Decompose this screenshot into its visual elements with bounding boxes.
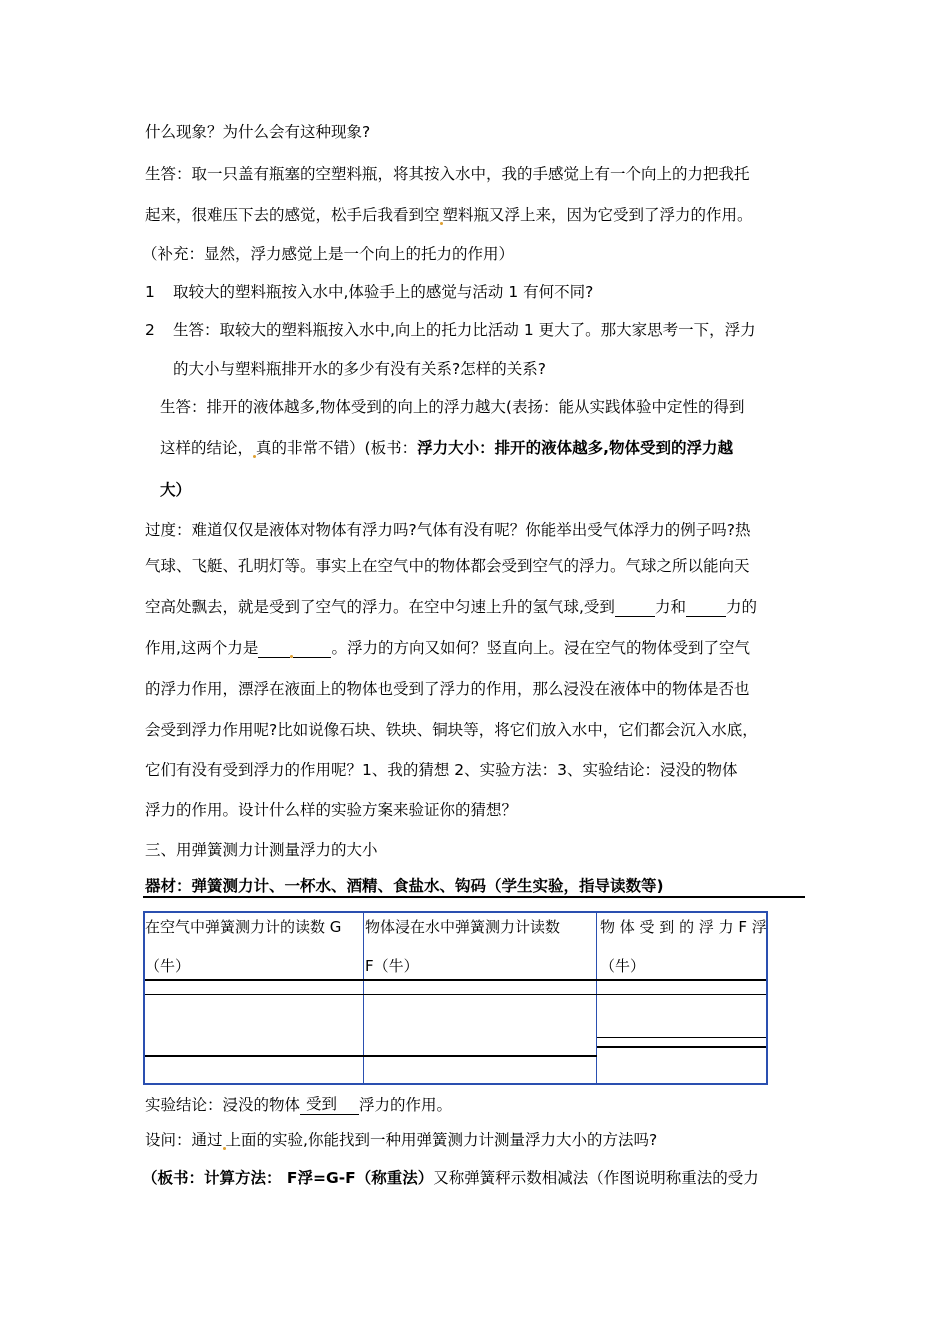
- text-fragment: 真的非常不错）(板书：: [256, 439, 418, 457]
- filled-answer: 受到: [306, 1095, 338, 1113]
- table-row-rule: [145, 994, 364, 995]
- text-line: [145, 205, 753, 225]
- blank-underline: [686, 599, 726, 617]
- blank-underline: [258, 640, 290, 658]
- table-header-cell: [365, 917, 595, 976]
- text-line: 浮力的作用。设计什么样的实验方案来验证你的猜想？: [145, 801, 518, 819]
- table-column-divider: [596, 913, 597, 1083]
- text-fragment: 设问：通过: [145, 1131, 223, 1149]
- text-line: [145, 597, 757, 617]
- header-text: 物体浸在水中弹簧测力计读数: [365, 918, 561, 936]
- text-fragment: 。浮力的方向又如何？竖直向上。浸在空气的物体受到了空气: [331, 639, 750, 657]
- text-line: [145, 638, 750, 658]
- table-row-rule: [364, 994, 597, 995]
- header-text: 物 体 受 到 的 浮 力 F 浮: [600, 918, 767, 936]
- text-fragment: 起来，很难压下去的感觉，松手后我看到空: [145, 206, 440, 224]
- materials-line: 器材：弹簧测力计、一杯水、酒精、食盐水、钩码（学生实验，指导读数等): [145, 877, 664, 895]
- text-line: 生答：取一只盖有瓶塞的空塑料瓶，将其按入水中，我的手感觉上有一个向上的力把我托: [145, 165, 750, 183]
- table-row-rule: [145, 979, 766, 981]
- text-line: [145, 1094, 452, 1115]
- text-line: [145, 1130, 657, 1150]
- text-fragment: 又称弹簧秤示数相减法（作图说明称重法的受力: [433, 1169, 759, 1187]
- text-fragment: 力的: [725, 598, 757, 616]
- text-line: 生答：排开的液体越多,物体受到的向上的浮力越大(表扬：能从实践体验中定性的得到: [160, 398, 745, 416]
- text-line: [160, 438, 733, 458]
- header-text: 在空气中弹簧测力计的读数 G: [145, 918, 342, 936]
- text-line: （补充：显然，浮力感觉上是一个向上的托力的作用）: [142, 245, 515, 263]
- table-row-rule: [597, 994, 766, 995]
- blackboard-note: （板书：计算方法： F浮=G-F（称重法）: [142, 1169, 434, 1187]
- blackboard-note: 浮力大小：排开的液体越多,物体受到的浮力越: [417, 439, 733, 457]
- text-fragment: 生答：取较大的塑料瓶按入水中,向上的托力比活动 1 更大了。那大家思考一下，浮力: [173, 321, 756, 339]
- table-header-cell: [145, 917, 362, 976]
- blank-underline: [615, 599, 655, 617]
- blank-underline: [337, 1097, 359, 1115]
- text-fragment: 力和: [654, 598, 686, 616]
- text-fragment: 浮力的作用。: [359, 1096, 453, 1114]
- list-number: 1: [145, 283, 155, 301]
- section-heading: 三、用弹簧测力计测量浮力的大小: [145, 841, 378, 859]
- table-row-rule: [145, 1055, 597, 1057]
- data-table: [143, 911, 768, 1085]
- text-line: [145, 282, 593, 302]
- text-line: 过度：难道仅仅是液体对物体有浮力吗?气体有没有呢？你能举出受气体浮力的例子吗?热: [145, 521, 751, 539]
- text-line: 什么现象？为什么会有这种现象?: [145, 123, 371, 141]
- blank-underline: [293, 640, 331, 658]
- text-line: [142, 1168, 759, 1188]
- text-fragment: 塑料瓶又浮上来，因为它受到了浮力的作用。: [442, 206, 753, 224]
- text-fragment: 取较大的塑料瓶按入水中,体验手上的感觉与活动 1 有何不同?: [173, 283, 594, 301]
- header-unit: （牛）: [600, 957, 646, 975]
- table-header-cell: [600, 917, 768, 976]
- text-fragment: 实验结论：浸没的物体: [145, 1096, 301, 1114]
- text-fragment: 作用,这两个力是: [145, 639, 259, 657]
- text-line: 它们有没有受到浮力的作用呢？1、我的猜想 2、实验方法：3、实验结论：浸没的物体: [145, 761, 738, 779]
- header-unit: （牛）: [145, 957, 191, 975]
- divider-rule: [143, 896, 805, 898]
- text-line: 会受到浮力作用呢?比如说像石块、铁块、铜块等，将它们放入水中，它们都会沉入水底，: [145, 721, 758, 739]
- text-line: [145, 320, 756, 340]
- text-fragment: 上面的实验,你能找到一种用弹簧测力计测量浮力大小的方法吗?: [225, 1131, 658, 1149]
- table-row-rule: [597, 1046, 766, 1048]
- table-row-rule: [597, 1037, 766, 1038]
- text-line: 的浮力作用，漂浮在液面上的物体也受到了浮力的作用，那么浸没在液体中的物体是否也: [145, 680, 750, 698]
- text-line: 大）: [160, 481, 192, 499]
- table-column-divider: [363, 913, 364, 1083]
- text-line: 的大小与塑料瓶排开水的多少有没有关系?怎样的关系?: [173, 360, 546, 378]
- text-fragment: 这样的结论，: [160, 439, 254, 457]
- text-line: 气球、飞艇、孔明灯等。事实上在空气中的物体都会受到空气的浮力。气球之所以能向天: [145, 557, 750, 575]
- text-fragment: 空高处飘去，就是受到了空气的浮力。在空中匀速上升的氢气球,受到: [145, 598, 615, 616]
- list-number: 2: [145, 321, 155, 339]
- header-unit: F（牛）: [365, 957, 419, 975]
